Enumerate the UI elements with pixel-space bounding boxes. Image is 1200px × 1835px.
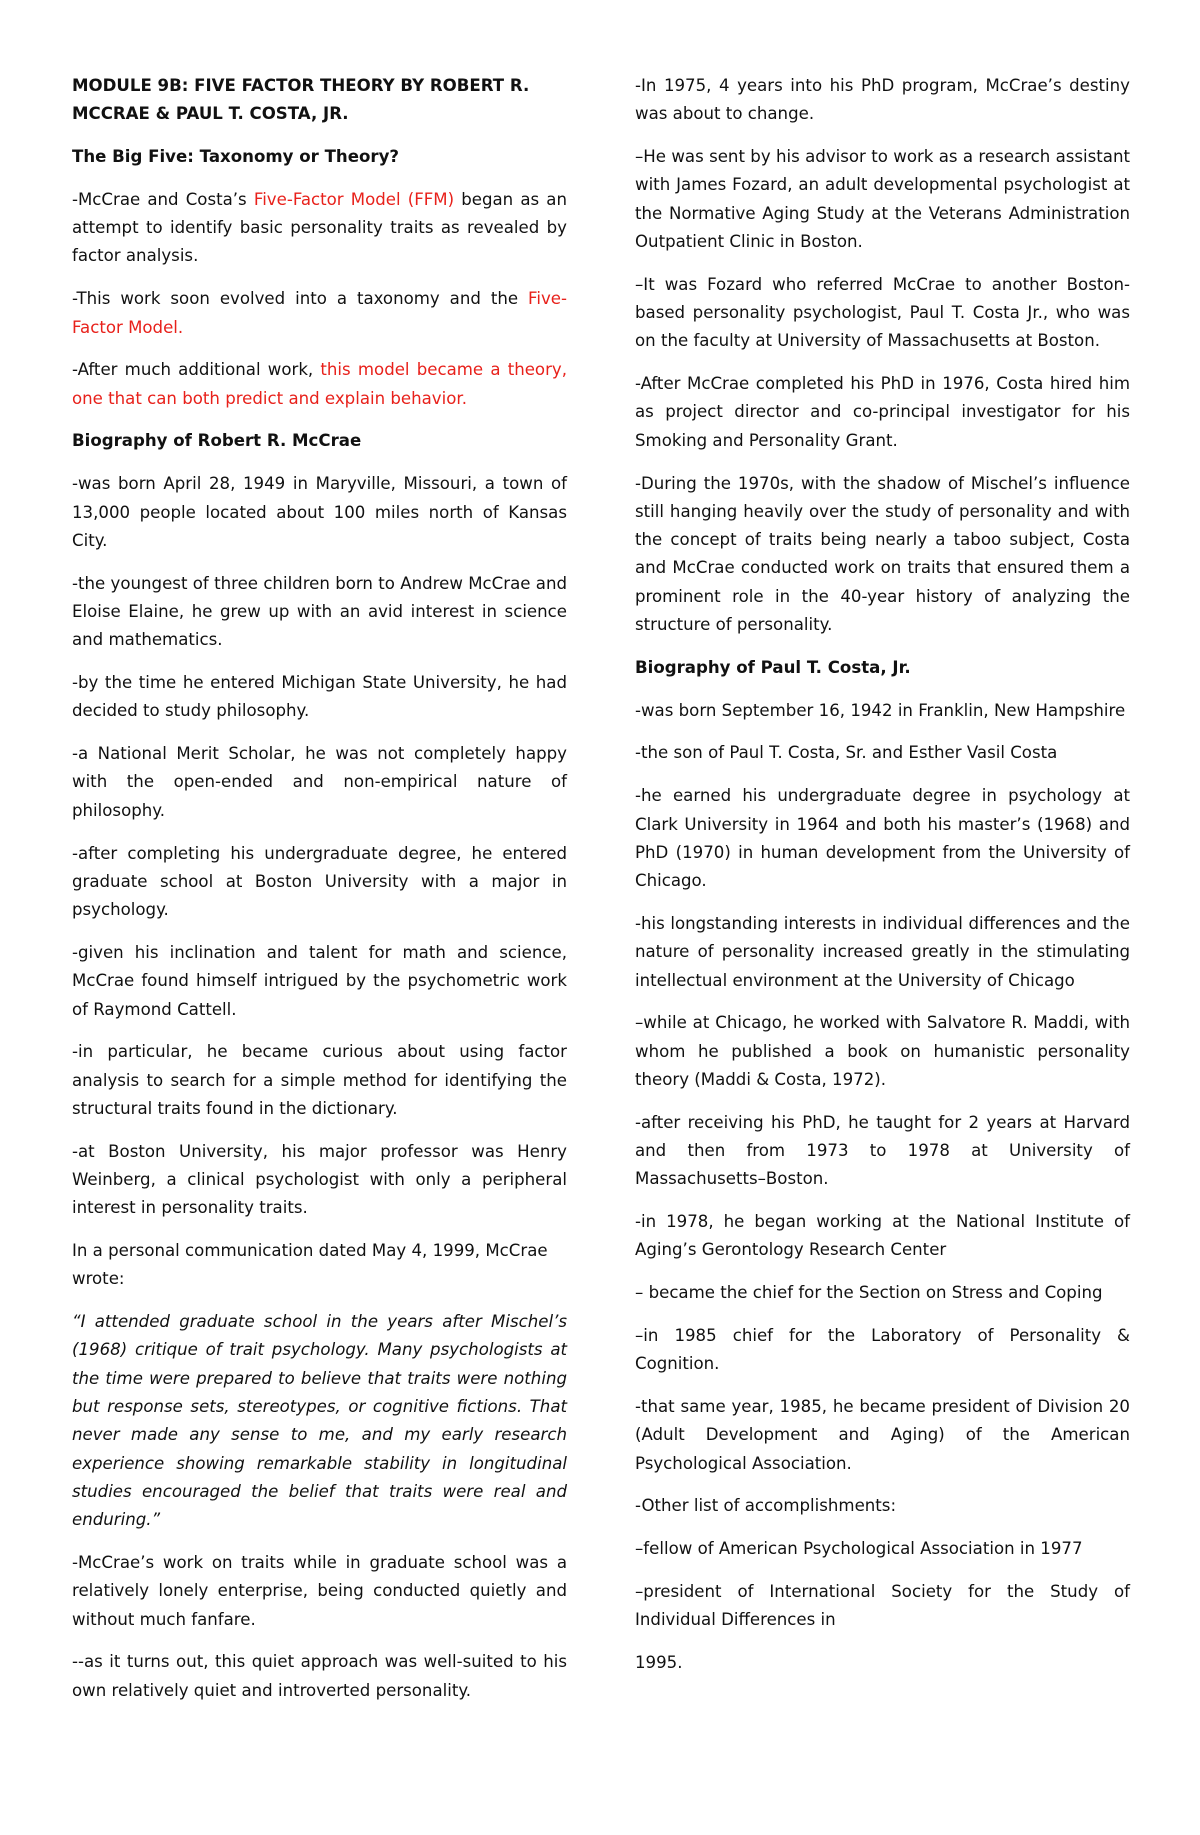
bio-item: -In 1975, 4 years into his PhD program, McCrae’s destiny was about to change. [635, 76, 1130, 124]
costa-bio-heading: Biography of Paul T. Costa, Jr. [635, 657, 911, 677]
bio-item: -given his inclination and talent for math and science, McCrae found himself intrigued by the psychometric work of Raymond Cattell. [72, 942, 567, 1019]
bio-item: – became the chief for the Section on Stress and Coping [635, 1283, 1103, 1303]
left-column [72, 72, 567, 1720]
mccrae-bio-heading: Biography of Robert R. McCrae [72, 431, 362, 451]
text: began as an attempt to identify basic personality traits as revealed by factor analysis. [72, 189, 567, 266]
communication-intro: In a personal communication dated May 4, 1999, McCrae wrote: [72, 1241, 548, 1289]
bio-item: -after receiving his PhD, he taught for 2 years at Harvard and then from 1973 to 1978 at University of Massachusetts–Boston. [635, 1112, 1130, 1189]
bio-item: 1995. [635, 1653, 683, 1673]
bio-item: -McCrae’s work on traits while in graduate school was a relatively lonely enterprise, being conducted quietly and without much fanfare. [72, 1553, 567, 1629]
bio-item: -that same year, 1985, he became president of Division 20 (Adult Development and Aging) of the American Psychological Association. [635, 1397, 1130, 1473]
bio-item: -During the 1970s, with the shadow of Mischel’s influence still hanging heavily over the study of personality and with the concept of traits being nearly a taboo subject, Costa and McCrae conducted work on traits that ensured them a prominent role in the 40-year history of analyzing the structure of personality. [635, 473, 1130, 635]
bio-item: --as it turns out, this quiet approach was well-suited to his own relatively quiet and introverted personality. [72, 1652, 567, 1700]
section-heading: The Big Five: Taxonomy or Theory? [72, 147, 400, 167]
module-title: MODULE 9B: FIVE FACTOR THEORY BY ROBERT R. MCCRAE & PAUL T. COSTA, JR. [72, 76, 530, 124]
bio-item: -a National Merit Scholar, he was not completely happy with the open-ended and non-empirical nature of philosophy. [72, 744, 567, 820]
text: -McCrae and Costa’s [72, 189, 254, 209]
bio-item: -was born April 28, 1949 in Maryville, Missouri, a town of 13,000 people located about 100 miles north of Kansas City. [72, 474, 567, 550]
quote: “I attended graduate school in the years after Mischel’s (1968) critique of trait psychology. Many psychologists at the time were prepared to believe that traits were nothing but response sets, stereotypes, or cognitive fictions. That never made any sense to me, and my early research experience showing remarkable stability in longitudinal studies encouraged the belief that traits were real and enduring.” [72, 1312, 567, 1530]
bio-item: -After McCrae completed his PhD in 1976, Costa hired him as project director and co-principal investigator for his Smoking and Personality Grant. [635, 374, 1130, 450]
right-column [635, 72, 1130, 1692]
paragraph [72, 186, 567, 271]
bio-item: -the youngest of three children born to Andrew McCrae and Eloise Elaine, he grew up with an avid interest in science and mathematics. [72, 573, 567, 650]
bio-item: -the son of Paul T. Costa, Sr. and Esther Vasil Costa [635, 743, 1058, 763]
bio-item: –It was Fozard who referred McCrae to another Boston-based personality psychologist, Paul T. Costa Jr., who was on the faculty at University of Massachusetts at Boston. [635, 274, 1130, 351]
bio-item: -after completing his undergraduate degree, he entered graduate school at Boston University with a major in psychology. [72, 843, 567, 920]
bio-item: –He was sent by his advisor to work as a research assistant with James Fozard, an adult developmental psychologist at the Normative Aging Study at the Veterans Administration Outpatient Clinic in Boston. [635, 147, 1130, 251]
bio-item: –in 1985 chief for the Laboratory of Personality & Cognition. [635, 1325, 1130, 1374]
highlighted-text: Five-Factor Model. [72, 289, 567, 337]
bio-item: –fellow of American Psychological Association in 1977 [635, 1539, 1083, 1559]
bio-item: -Other list of accomplishments: [635, 1496, 897, 1516]
bio-item: -by the time he entered Michigan State University, he had decided to study philosophy. [72, 673, 567, 721]
bio-item: -at Boston University, his major professor was Henry Weinberg, a clinical psychologist with only a peripheral interest in personality traits. [72, 1141, 567, 1218]
bio-item: -he earned his undergraduate degree in psychology at Clark University in 1964 and both his master’s (1968) and PhD (1970) in human development from the University of Chicago. [635, 786, 1130, 891]
bio-item: –president of International Society for the Study of Individual Differences in [635, 1582, 1130, 1630]
paragraph [72, 285, 567, 342]
paragraph [72, 356, 567, 413]
bio-item: -in 1978, he began working at the National Institute of Aging’s Gerontology Research Center [635, 1212, 1130, 1260]
highlighted-text: this model became a theory, one that can both predict and explain behavior. [72, 360, 567, 408]
bio-item: -in particular, he became curious about using factor analysis to search for a simple method for identifying the structural traits found in the dictionary. [72, 1042, 567, 1118]
bio-item: –while at Chicago, he worked with Salvatore R. Maddi, with whom he published a book on humanistic personality theory (Maddi & Costa, 1972). [635, 1013, 1130, 1089]
text: -This work soon evolved into a taxonomy and the [72, 289, 529, 309]
text: -After much additional work, [72, 360, 321, 380]
bio-item: -was born September 16, 1942 in Franklin, New Hampshire [635, 700, 1126, 720]
bio-item: -his longstanding interests in individual differences and the nature of personality increased greatly in the stimulating intellectual environment at the University of Chicago [635, 913, 1130, 990]
highlighted-text: Five-Factor Model (FFM) [253, 189, 455, 209]
